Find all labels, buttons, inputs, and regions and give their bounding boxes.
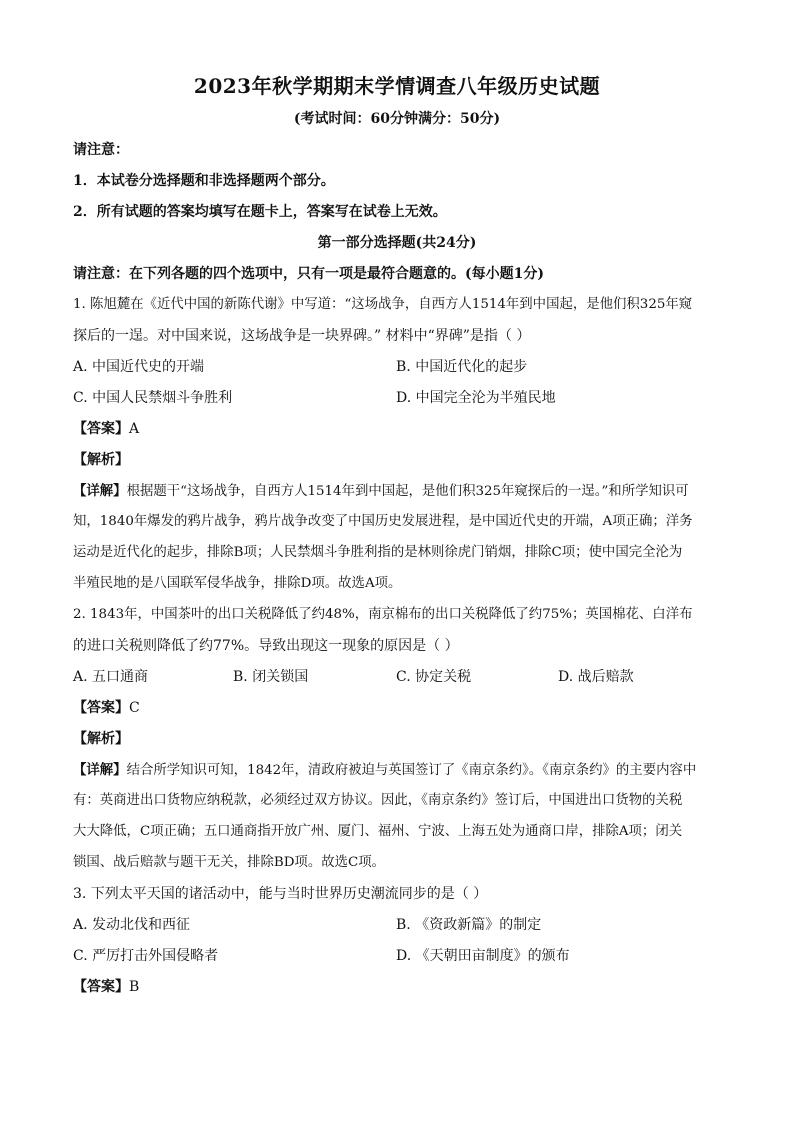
detail-tag: 【详解】 [73, 483, 127, 499]
q1-stem-line1: 1. 陈旭麓在《近代中国的新陈代谢》中写道：“这场战争，自西方人1514年到中国起，是他们积325年窥 [73, 297, 693, 312]
q1-detail-line4: 半殖民地的是八国联军侵华战争，排除D项。故选A项。 [73, 576, 402, 591]
q2-detail-line1 [73, 760, 723, 781]
q3-stem-line1: 3. 下列太平天国的诸活动中，能与当时世界历史潮流同步的是（ ） [73, 886, 488, 902]
notice-heading: 请注意： [73, 142, 129, 158]
q1-option-a: A. 中国近代史的开端 [73, 359, 205, 375]
exam-info: (考试时间：60分钟满分：50分) [293, 111, 501, 127]
q2-stem-line2: 的进口关税则降低了约77%。导致出现这一现象的原因是（ ） [73, 638, 459, 654]
q1-option-c: C. 中国人民禁烟斗争胜利 [73, 390, 233, 406]
detail-tag: 【详解】 [73, 762, 127, 778]
q1-stem-line2: 探后的一逞。对中国来说，这场战争是一块界碑。” 材料中“界碑”是指（ ） [73, 328, 531, 344]
q1-detail-line3: 运动是近代化的起步，排除B项；人民禁烟斗争胜利指的是林则徐虎门销烟，排除C项；使中国完全沦为 [73, 545, 683, 560]
detail-text: 根据题干“这场战争，自西方人1514年到中国起，是他们积325年窥探后的一逞。”和所学知识可 [126, 484, 689, 499]
q3-option-b: B. 《资政新篇》的制定 [396, 917, 542, 933]
answer-tag: 【答案】 [73, 421, 129, 437]
q2-option-d: D. 战后赔款 [558, 669, 634, 685]
q2-stem-line1: 2. 1843年，中国茶叶的出口关税降低了约48%，南京棉布的出口关税降低了约75%；英国棉花、白洋布 [73, 607, 693, 622]
q1-analysis-tag: 【解析】 [73, 452, 129, 468]
q2-detail-line3: 大大降低，C项正确；五口通商指开放广州、厦门、福州、宁波、上海五处为通商口岸，排除A项；闭关 [73, 824, 683, 839]
answer-value: A [129, 421, 140, 437]
q2-detail-line2: 有：英商进出口货物应纳税款，必须经过双方协议。因此，《南京条约》签订后，中国进出口货物的关税 [73, 793, 683, 808]
q2-option-b: B. 闭关锁国 [233, 669, 309, 685]
q1-answer [73, 419, 723, 439]
answer-tag: 【答案】 [73, 979, 129, 995]
q3-option-a: A. 发动北伐和西征 [73, 917, 191, 933]
q1-detail-line1 [73, 481, 723, 502]
q2-analysis-tag: 【解析】 [73, 731, 129, 747]
q3-answer [73, 977, 723, 997]
q2-detail-line4: 锁国、战后赔款与题干无关，排除BD项。故选C项。 [73, 855, 386, 870]
q3-option-c: C. 严厉打击外国侵略者 [73, 948, 219, 964]
answer-value: C [129, 700, 140, 716]
q2-answer [73, 698, 723, 718]
q2-option-c: C. 协定关税 [396, 669, 472, 685]
q2-option-a: A. 五口通商 [73, 669, 149, 685]
notice-item-2: 2．所有试题的答案均填写在题卡上，答案写在试卷上无效。 [73, 204, 447, 220]
q1-option-d: D. 中国完全沦为半殖民地 [396, 390, 556, 406]
section-heading: 第一部分选择题(共24分) [317, 235, 477, 251]
detail-text: 结合所学知识可知，1842年，清政府被迫与英国签订了《南京条约》。《南京条约》的主要内容中 [126, 763, 697, 778]
section-instruction: 请注意：在下列各题的四个选项中，只有一项是最符合题意的。(每小题1分) [73, 266, 544, 282]
q1-detail-line2: 知，1840年爆发的鸦片战争，鸦片战争改变了中国历史发展进程，是中国近代史的开端，A项正确；洋务 [73, 514, 693, 529]
answer-value: B [129, 979, 140, 995]
q3-option-d: D. 《天朝田亩制度》的颁布 [396, 948, 570, 964]
answer-tag: 【答案】 [73, 700, 129, 716]
q1-option-b: B. 中国近代化的起步 [396, 359, 528, 375]
page-title: 2023年秋学期期末学情调查八年级历史试题 [193, 74, 601, 98]
notice-item-1: 1．本试卷分选择题和非选择题两个部分。 [73, 173, 335, 189]
